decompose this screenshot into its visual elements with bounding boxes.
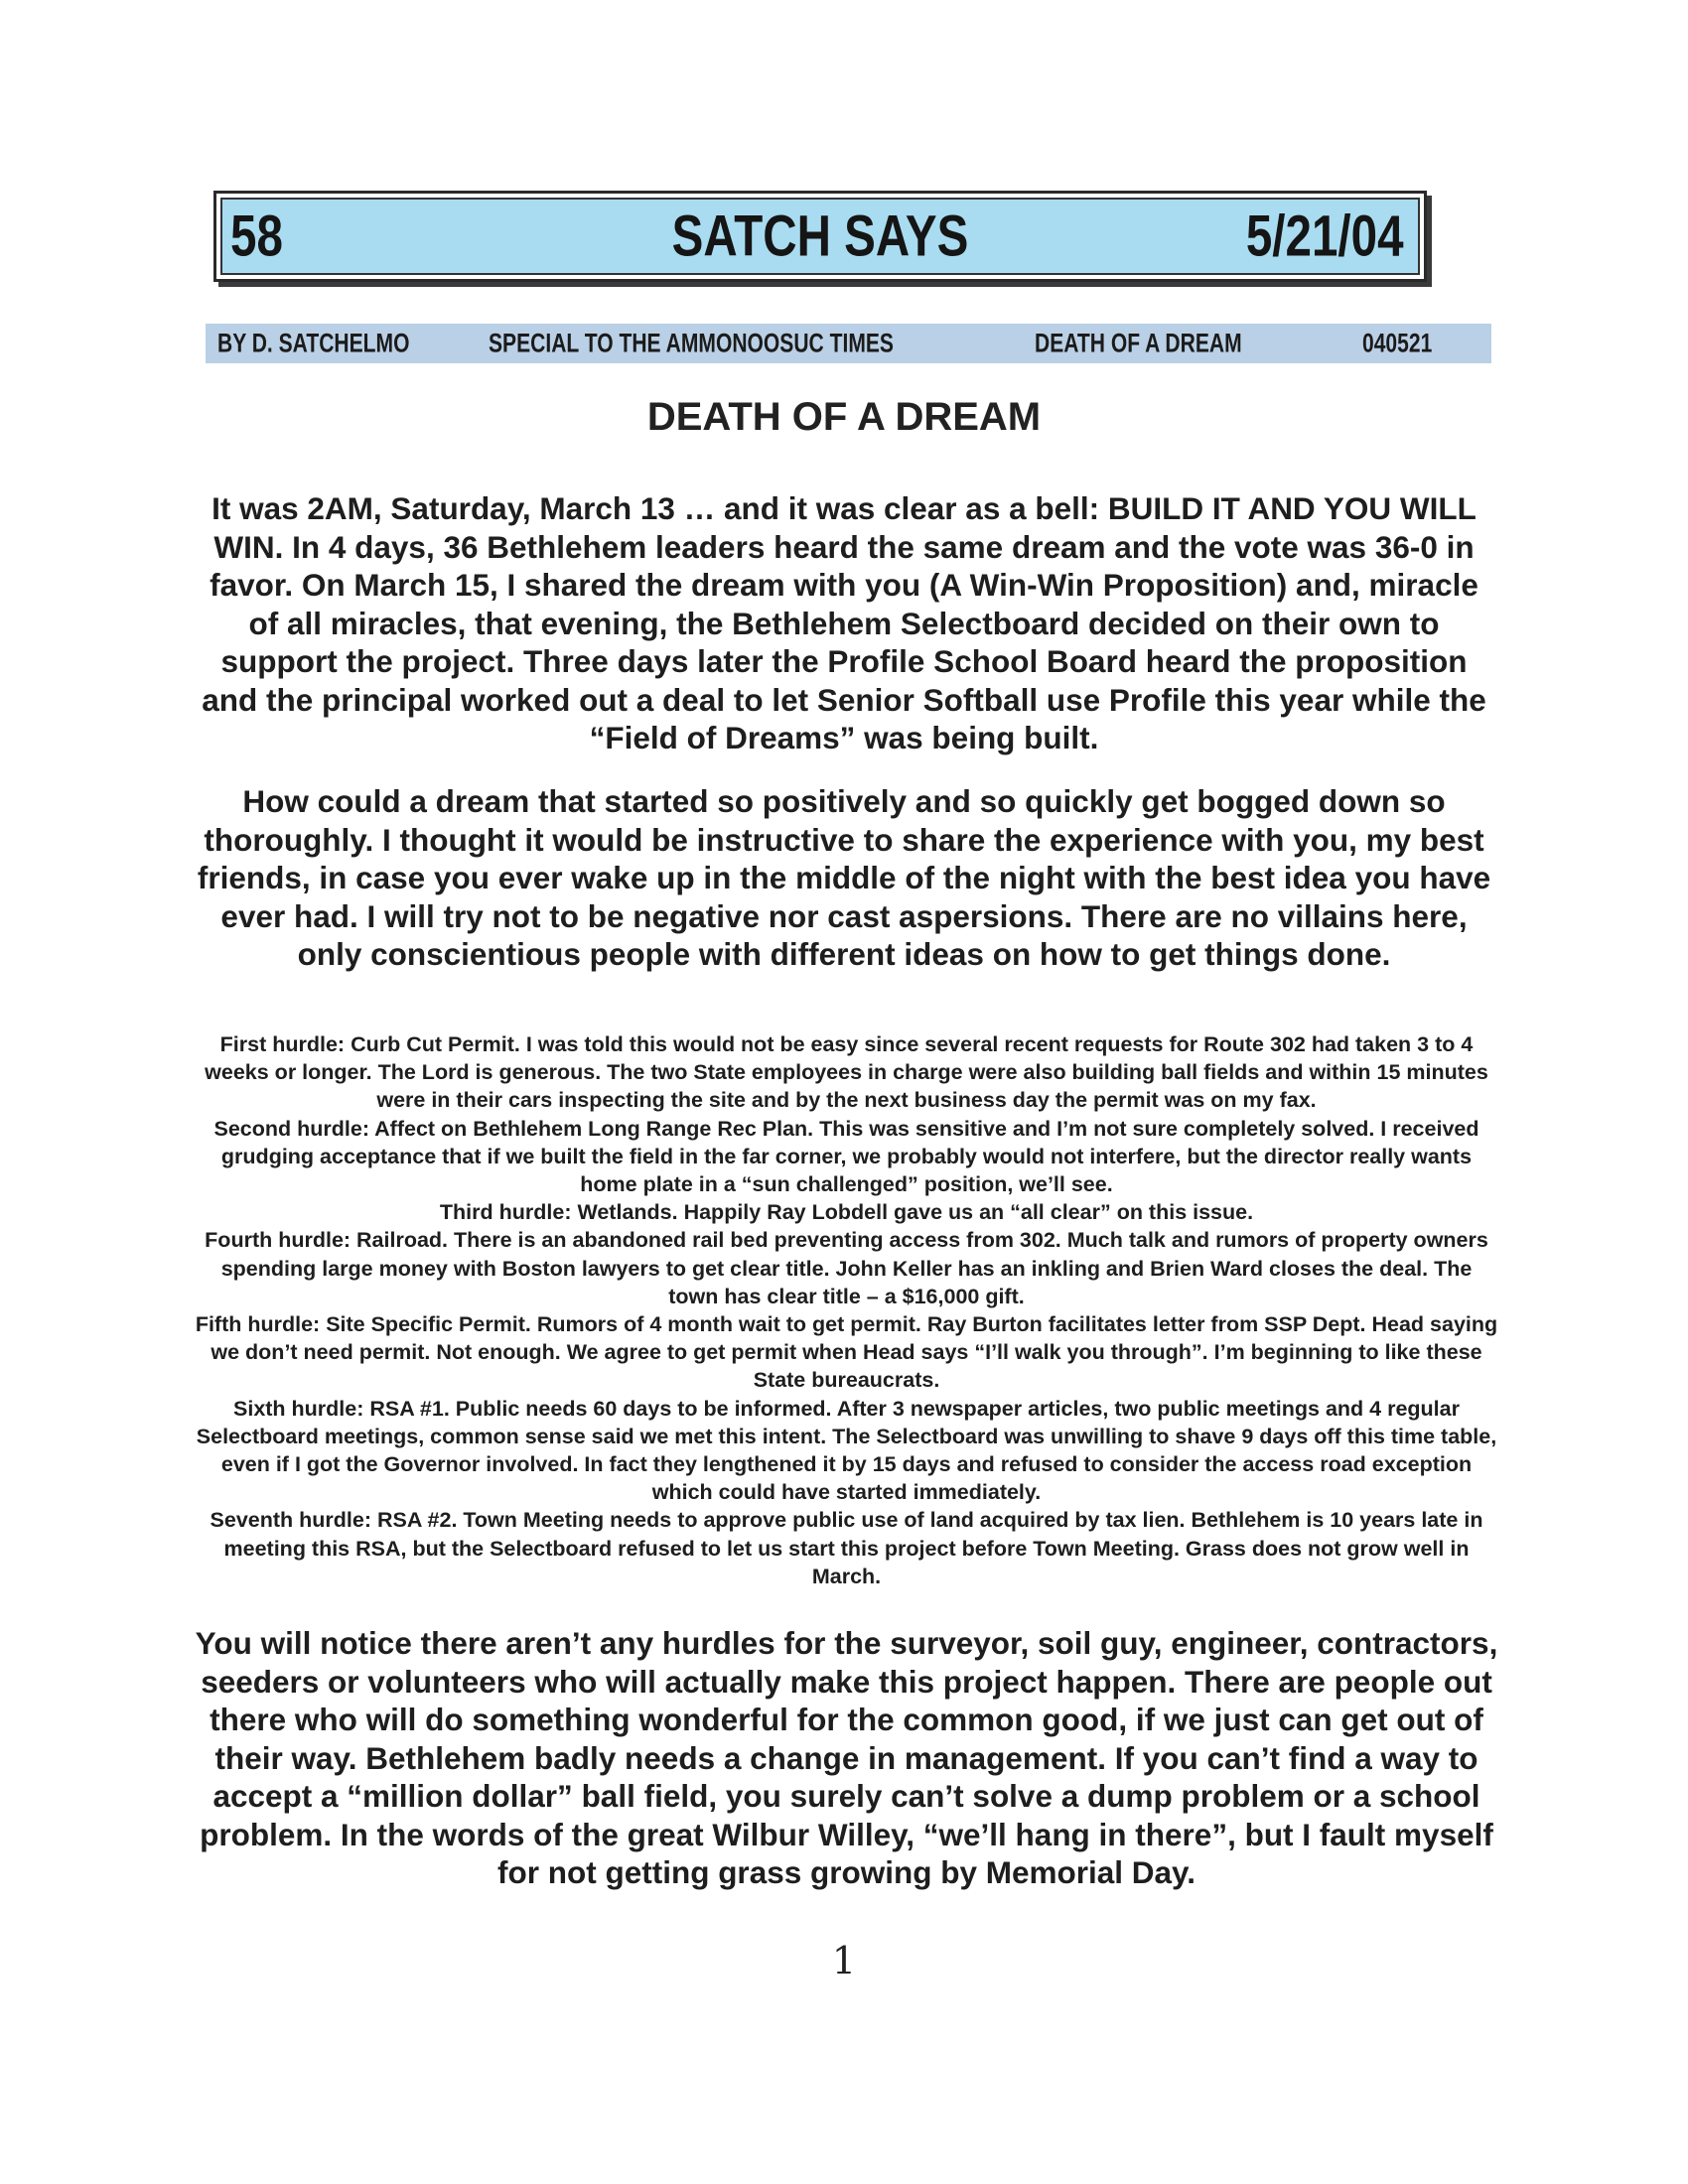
hurdle-item: Third hurdle: Wetlands. Happily Ray Lobdell gave us an “all clear” on this issue. xyxy=(439,1200,1254,1225)
column-title: SATCH SAYS xyxy=(671,204,969,269)
hurdles-list xyxy=(194,1030,1499,1590)
byline-bar xyxy=(206,324,1491,363)
hurdle-item: Fifth hurdle: Site Specific Permit. Rumors of 4 month wait to get permit. Ray Burton facilitates letter from SSP Dept. Head saying we don’t need permit. Not enough. We agree to get permit when Head says “I’ll walk you through”. I’m beginning to like these State bureaucrats. xyxy=(195,1312,1498,1393)
paragraph-closing: You will notice there aren’t any hurdles for the surveyor, soil guy, engineer, contractors, seeders or volunteers who will actually make this project happen. There are people out there who will do something wonderful for the common good, if we just can get out of their way. Bethlehem badly needs a change in management. If you can’t find a way to accept a “million dollar” ball field, you surely can’t solve a dump problem or a school problem. In the words of the great Wilbur Willey, “we’ll hang in there”, but I fault myself for not getting grass growing by Memorial Day. xyxy=(195,1625,1498,1890)
paragraph-question: How could a dream that started so positively and so quickly get bogged down so thoroughly. I thought it would be instructive to share the experience with you, my best friends, in case you ever wake up in the middle of the night with the best idea you have ever had. I will try not to be negative nor cast aspersions. There are no villains here, only conscientious people with different ideas on how to get things done. xyxy=(197,783,1491,972)
hurdle-item: Second hurdle: Affect on Bethlehem Long Range Rec Plan. This was sensitive and I’m not sure completely solved. I received grudging acceptance that if we built the field in the far corner, we probably would not interfere, but the director really wants home plate in a “sun challenged” position, we’ll see. xyxy=(213,1116,1479,1197)
masthead-bar xyxy=(220,198,1420,275)
column-number: 58 xyxy=(230,204,283,269)
hurdle-item: Seventh hurdle: RSA #2. Town Meeting needs to approve public use of land acquired by tax lien. Bethlehem is 10 years late in meeting this RSA, but the Selectboard refused to let us start this project before Town Meeting. Grass does not grow well in March. xyxy=(210,1508,1483,1588)
byline-author: BY D. SATCHELMO xyxy=(217,328,410,358)
hurdle-item: Fourth hurdle: Railroad. There is an abandoned rail bed preventing access from 302. Much talk and rumors of property owners spending large money with Boston lawyers to get clear title. John Keller has an inkling and Brien Ward closes the deal. The town has clear title – a $16,000 gift. xyxy=(205,1228,1488,1308)
byline-code: 040521 xyxy=(1362,328,1433,358)
byline-topic: DEATH OF A DREAM xyxy=(1035,328,1242,358)
hurdle-item: Sixth hurdle: RSA #1. Public needs 60 days to be informed. After 3 newspaper articles, two public meetings and 4 regular Selectboard meetings, common sense said we met this intent. The Selectboard was unwilling to shave 9 days off this time table, even if I got the Governor involved. In fact they lengthened it by 15 days and refused to consider the access road exception which could have started immediately. xyxy=(196,1396,1497,1505)
column-date: 5/21/04 xyxy=(1246,204,1404,269)
byline-publication: SPECIAL TO THE AMMONOOSUC TIMES xyxy=(489,328,894,358)
page-number: 1 xyxy=(831,1939,857,1982)
article-title: DEATH OF A DREAM xyxy=(646,395,1042,439)
hurdle-item: First hurdle: Curb Cut Permit. I was told this would not be easy since several recent requests for Route 302 had taken 3 to 4 weeks or longer. The Lord is generous. The two State employees in charge were also building ball fields and within 15 minutes were in their cars inspecting the site and by the next business day the permit was on my fax. xyxy=(205,1032,1488,1113)
paragraph-intro: It was 2AM, Saturday, March 13 … and it was clear as a bell: BUILD IT AND YOU WILL WIN. In 4 days, 36 Bethlehem leaders heard the same dream and the vote was 36-0 in favor. On March 15, I shared the dream with you (A Win-Win Proposition) and, miracle of all miracles, that evening, the Bethlehem Selectboard decided on their own to support the project. Three days later the Profile School Board heard the proposition and the principal worked out a deal to let Senior Softball use Profile this year while the “Field of Dreams” was being built. xyxy=(202,490,1486,755)
masthead xyxy=(213,191,1427,282)
